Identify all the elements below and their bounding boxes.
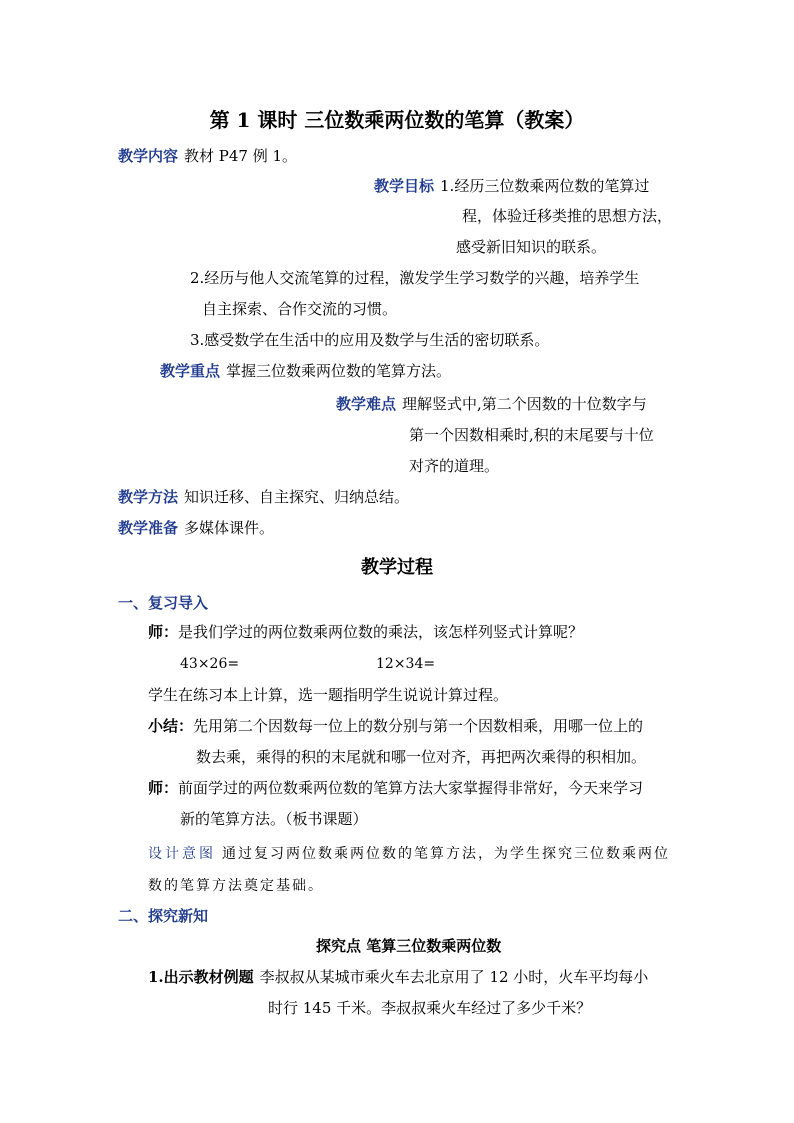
goal2-line2: 自主探索、合作交流的习惯。 — [202, 300, 398, 318]
difficulty-line2: 第一个因数相乘时,积的末尾要与十位 — [409, 426, 654, 444]
teacher1-speaker: 师： — [148, 623, 179, 641]
difficulty-line3: 对齐的道理。 — [409, 457, 500, 475]
example-line2: 时行 145 千米。李叔叔乘火车经过了多少千米？ — [268, 999, 592, 1017]
prep-text: 多媒体课件。 — [184, 519, 275, 537]
content-text: 教材 P47 例 1。 — [184, 147, 298, 165]
goal3-line: 3.感受数学在生活中的应用及数学与生活的密切联系。 — [190, 331, 550, 349]
summary-line1 — [148, 716, 643, 736]
summary-line2: 数去乘，乘得的积的末尾就和哪一位对齐，再把两次乘得的积相加。 — [196, 748, 647, 766]
goal1-line1 — [374, 176, 649, 196]
content-label: 教学内容 — [118, 147, 179, 165]
teacher2-text1: 前面学过的两位数乘两位数的笔算方法大家掌握得非常好，今天来学习 — [178, 779, 644, 797]
summary-text1: 先用第二个因数每一位上的数分别与第一个因数相乘，用哪一位上的 — [193, 717, 644, 735]
summary-speaker: 小结： — [148, 717, 194, 735]
teacher2-line2: 新的笔算方法。（板书课题） — [180, 810, 368, 828]
explore-point: 探究点 笔算三位数乘两位数 — [316, 937, 502, 955]
example-label: 1.出示教材例题 — [148, 968, 254, 986]
key-point-line — [160, 361, 451, 381]
goal2-line1: 2.经历与他人交流笔算的过程，激发学生学习数学的兴趣，培养学生 — [190, 269, 640, 287]
difficulty-text1: 理解竖式中,第二个因数的十位数字与 — [402, 395, 647, 413]
key-point-label: 教学重点 — [160, 362, 221, 380]
section2-heading: 二、探究新知 — [118, 907, 209, 925]
goal1-line3: 感受新旧知识的联系。 — [456, 238, 607, 256]
prep-line — [118, 518, 274, 538]
design-intent-line1 — [148, 843, 670, 863]
method-text: 知识迁移、自主探究、归纳总结。 — [184, 488, 410, 506]
prep-label: 教学准备 — [118, 519, 179, 537]
teacher1-line — [148, 622, 583, 642]
process-title: 教学过程 — [361, 557, 433, 578]
page-title: 第 1 课时 三位数乘两位数的笔算（教案） — [209, 108, 585, 132]
student-line: 学生在练习本上计算，选一题指明学生说说计算过程。 — [148, 686, 509, 704]
content-line — [118, 146, 297, 166]
key-point-text: 掌握三位数乘两位数的笔算方法。 — [226, 362, 452, 380]
example-text1: 李叔叔从某城市乘火车去北京用了 12 小时，火车平均每小 — [259, 968, 649, 986]
difficulty-line1 — [336, 394, 647, 414]
goal1-line2: 程，体验迁移类推的思想方法， — [462, 207, 673, 225]
example-line1 — [148, 967, 648, 987]
section1-heading: 一、复习导入 — [118, 594, 209, 612]
equation-2: 12×34= — [376, 656, 436, 672]
teacher2-line1 — [148, 778, 643, 798]
teacher2-speaker: 师： — [148, 779, 179, 797]
goals-label: 教学目标 — [374, 177, 435, 195]
equation-1: 43×26= — [180, 656, 240, 672]
design-intent-text1: 通过复习两位数乘两位数的笔算方法，为学生探究三位数乘两位 — [222, 846, 670, 862]
design-intent-label: 设计意图 — [148, 846, 216, 862]
design-intent-line2: 数的笔算方法奠定基础。 — [148, 878, 324, 894]
method-label: 教学方法 — [118, 488, 179, 506]
method-line — [118, 487, 409, 507]
difficulty-label: 教学难点 — [336, 395, 397, 413]
teacher1-text: 是我们学过的两位数乘两位数的乘法，该怎样列竖式计算呢？ — [178, 623, 584, 641]
goal1-text: 1.经历三位数乘两位数的笔算过 — [440, 177, 650, 195]
